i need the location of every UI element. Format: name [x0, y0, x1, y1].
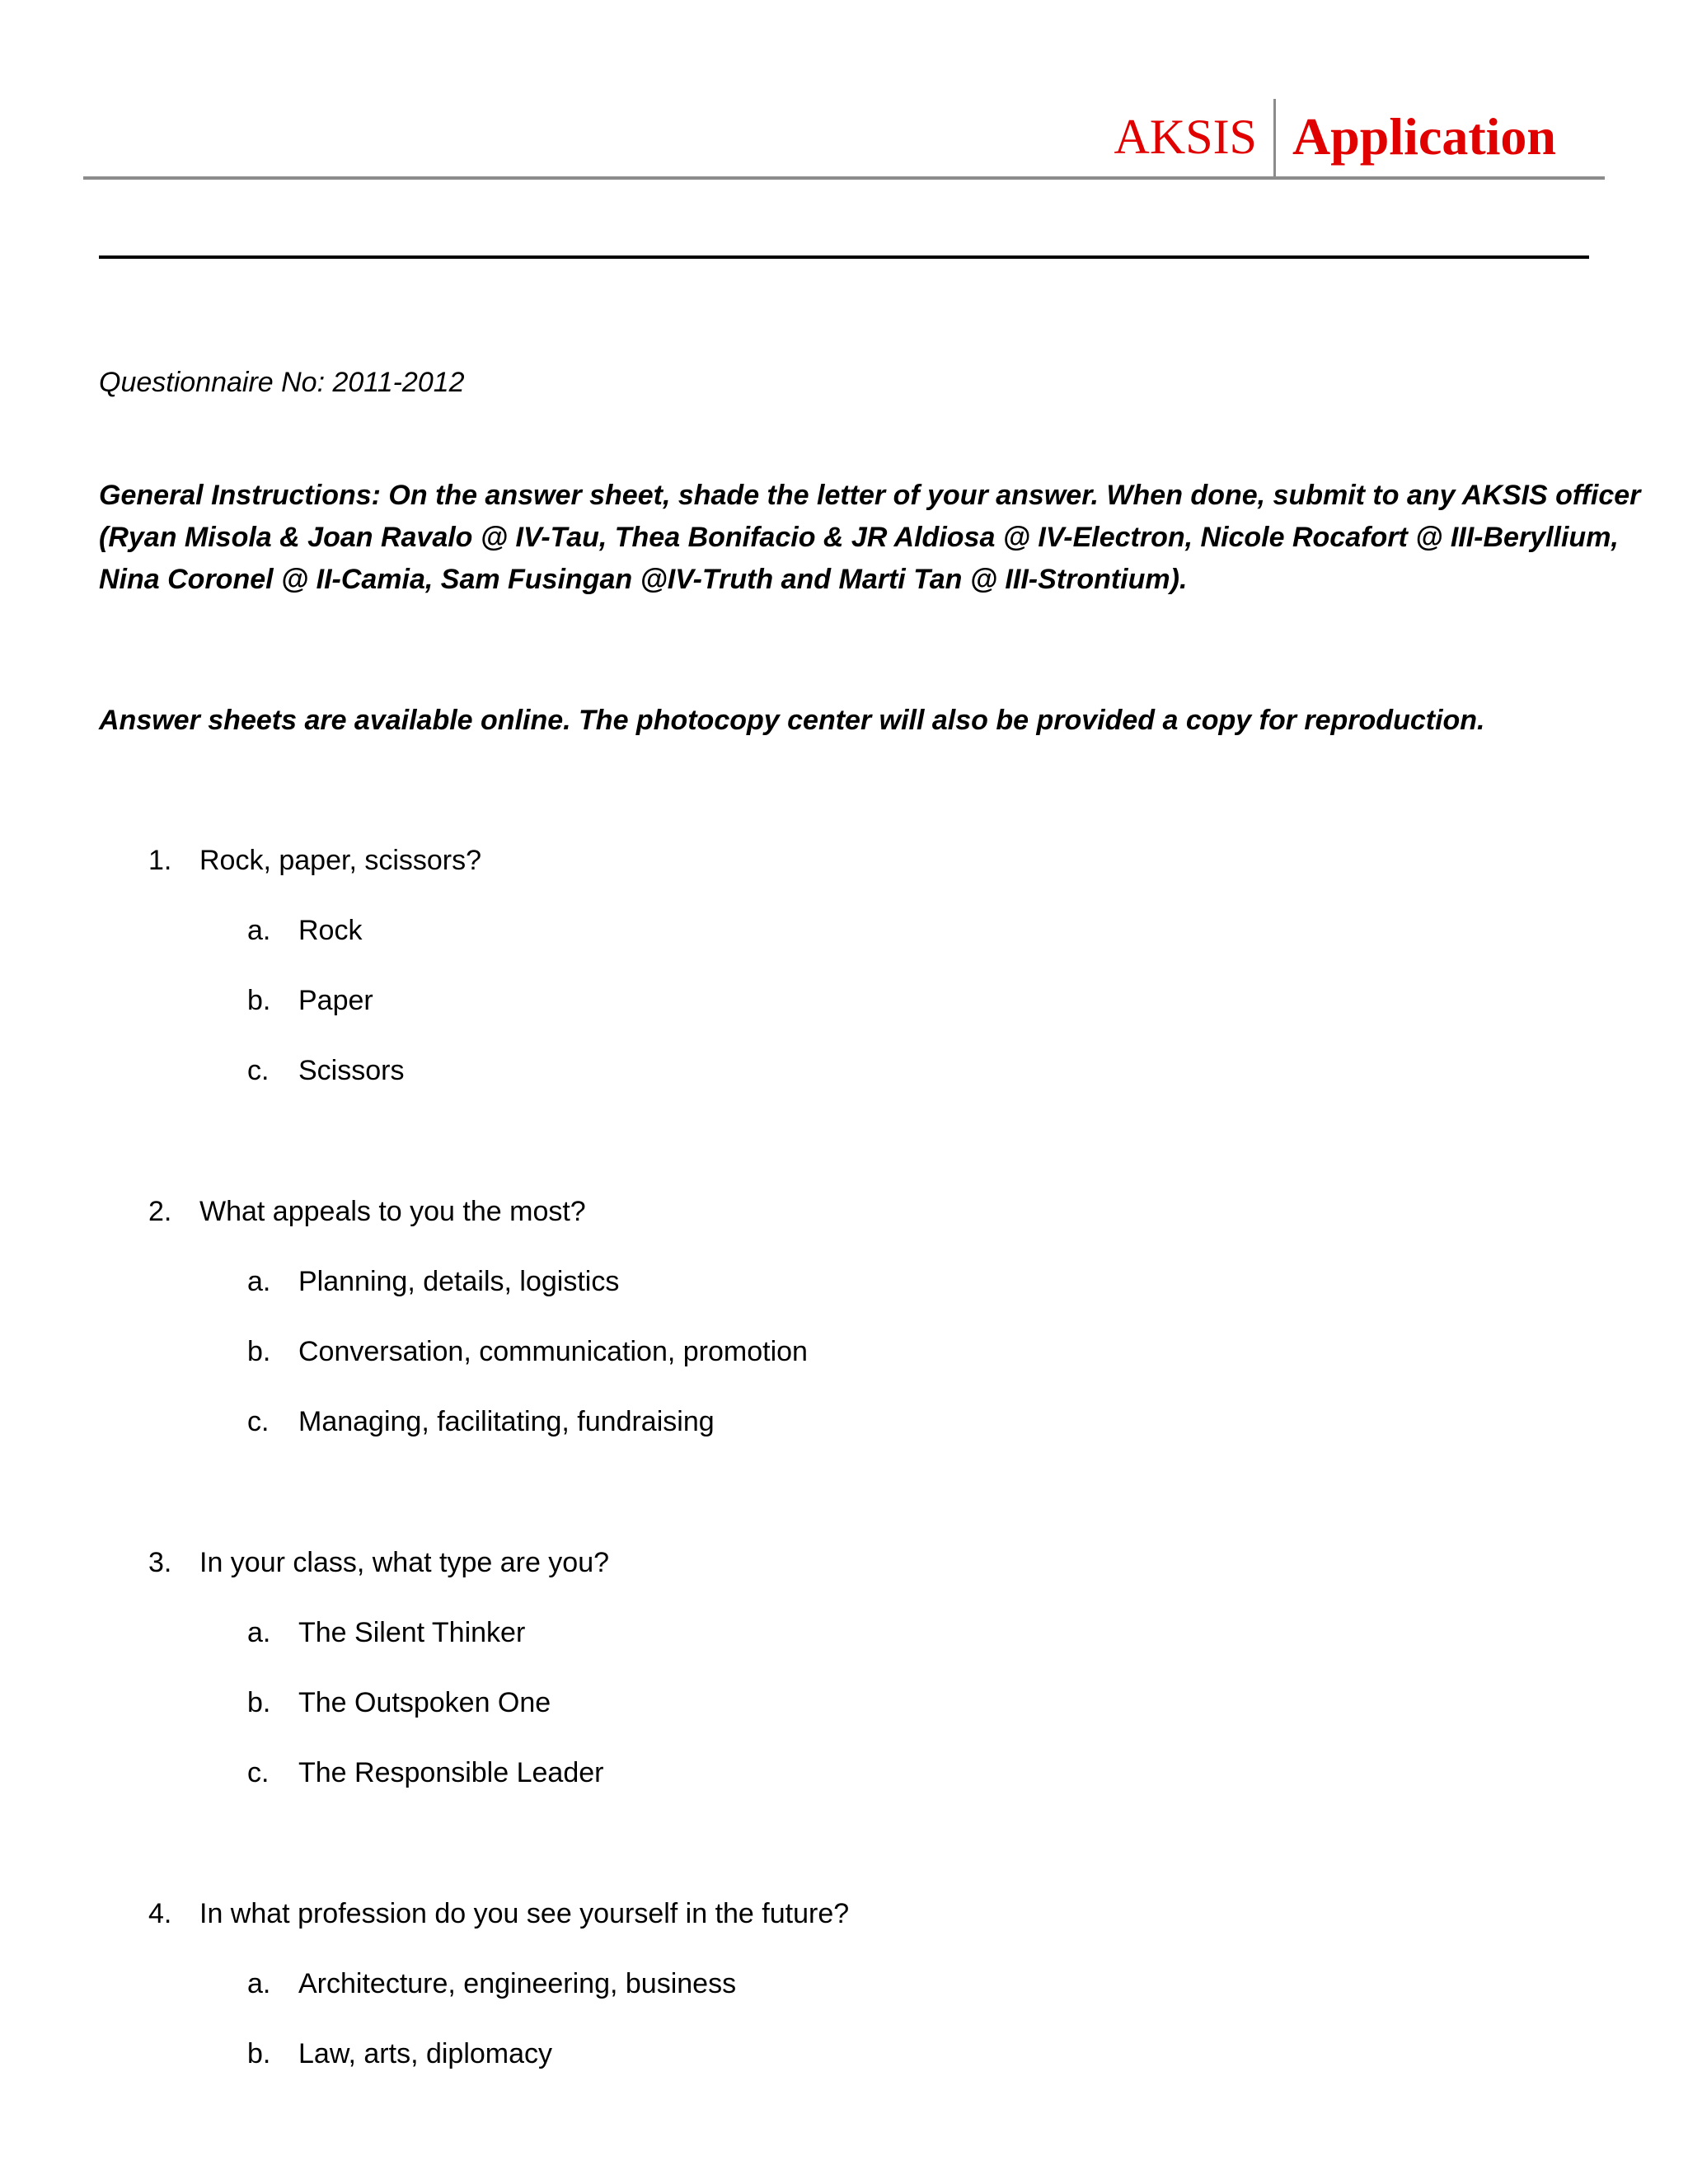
option-item	[247, 1332, 808, 1371]
option-label: Rock	[298, 915, 363, 946]
option-item	[247, 1402, 715, 1441]
option-label: Scissors	[298, 1055, 405, 1086]
option-letter: a.	[247, 1266, 271, 1297]
question-text	[148, 1894, 849, 1933]
question-number: 1.	[148, 845, 172, 876]
option-item	[247, 2034, 552, 2074]
option-item	[247, 1683, 551, 1722]
availability-note: Answer sheets are available online. The photocopy center will also be provided a copy for reproduction.	[99, 705, 1485, 736]
option-label: The Responsible Leader	[298, 1757, 604, 1788]
instructions-line: (Ryan Misola & Joan Ravalo @ IV-Tau, Thea Bonifacio & JR Aldiosa @ IV-Electron, Nicole Rocafort @ III-Beryllium,	[99, 522, 1619, 553]
header-brand	[1114, 99, 1556, 178]
option-item	[247, 1753, 603, 1793]
option-letter: c.	[247, 1757, 270, 1788]
option-label: The Silent Thinker	[298, 1617, 526, 1648]
question-text	[148, 841, 481, 880]
option-letter: b.	[247, 1336, 271, 1367]
instructions-line: Nina Coronel @ II-Camia, Sam Fusingan @IV-Truth and Marti Tan @ III-Strontium).	[99, 564, 1188, 595]
question-label: Rock, paper, scissors?	[199, 845, 482, 876]
option-letter: b.	[247, 985, 271, 1016]
option-label: Law, arts, diplomacy	[298, 2038, 553, 2069]
option-letter: c.	[247, 1055, 270, 1086]
question-text	[148, 1543, 609, 1582]
option-letter: a.	[247, 1968, 271, 1999]
option-letter: b.	[247, 1687, 271, 1718]
question-label: In your class, what type are you?	[199, 1547, 610, 1578]
horizontal-rule	[99, 255, 1589, 259]
option-label: The Outspoken One	[298, 1687, 551, 1718]
header-title: Application	[1292, 107, 1556, 166]
option-item	[247, 981, 373, 1020]
option-label: Paper	[298, 985, 373, 1016]
question-number: 4.	[148, 1898, 172, 1929]
question-number: 3.	[148, 1547, 172, 1578]
option-label: Architecture, engineering, business	[298, 1968, 737, 1999]
option-label: Conversation, communication, promotion	[298, 1336, 808, 1367]
instructions-line: General Instructions: On the answer sheet, shade the letter of your answer. When done, submit to any AKSIS officer	[99, 480, 1641, 511]
option-letter: a.	[247, 915, 271, 946]
option-label: Managing, facilitating, fundraising	[298, 1406, 715, 1437]
option-letter: c.	[247, 1406, 270, 1437]
questionnaire-number: Questionnaire No: 2011-2012	[99, 367, 465, 398]
page-header	[0, 0, 1688, 181]
general-instructions	[99, 475, 1641, 601]
option-item	[247, 1964, 736, 2004]
option-letter: b.	[247, 2038, 271, 2069]
question-label: In what profession do you see yourself in the future?	[199, 1898, 850, 1929]
option-item	[247, 911, 362, 950]
option-letter: a.	[247, 1617, 271, 1648]
option-item	[247, 1051, 404, 1090]
option-item	[247, 1262, 619, 1301]
option-item	[247, 1613, 525, 1652]
question-number: 2.	[148, 1196, 172, 1227]
option-label: Planning, details, logistics	[298, 1266, 620, 1297]
question-label: What appeals to you the most?	[199, 1196, 586, 1227]
question-text	[148, 1192, 586, 1231]
header-rule	[83, 176, 1605, 180]
brand-name: AKSIS	[1114, 110, 1257, 164]
